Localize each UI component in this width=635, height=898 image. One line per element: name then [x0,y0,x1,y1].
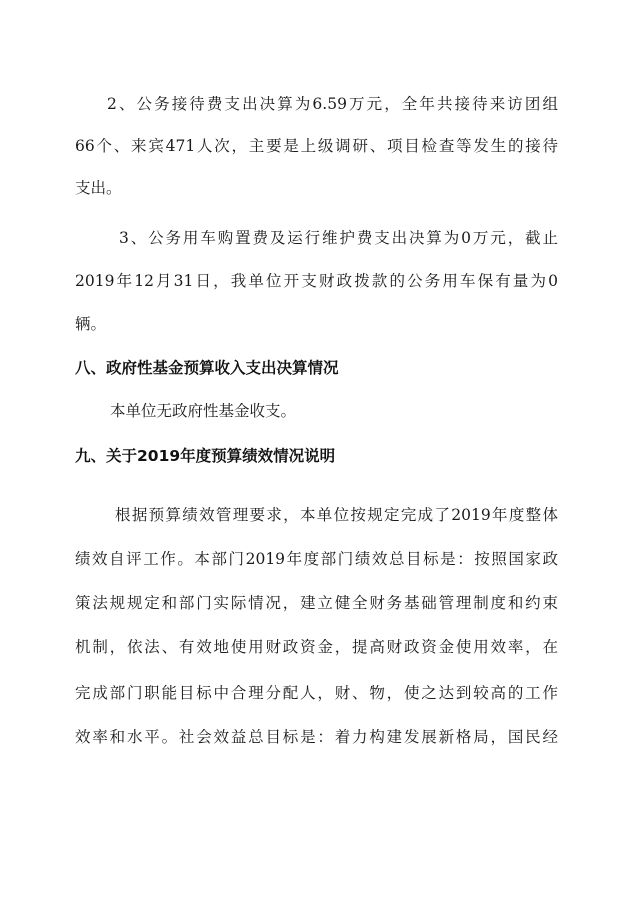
section-8-heading: 八、政府性基金预算收入支出决算情况 [75,359,339,377]
item2-line-1: 2、公务接待费支出决算为6.59万元，全年共接待来访团组 [107,95,558,113]
item2-line-3: 支出。 [75,179,122,197]
section-9-heading: 九、关于2019年度预算绩效情况说明 [75,447,336,465]
item3-line-2: 2019年12月31日，我单位开支财政拨款的公务用车保有量为0 [75,272,558,290]
item3-line-3: 辆。 [75,315,107,333]
section-9-line-4: 机制，依法、有效地使用财政资金，提高财政资金使用效率，在 [75,638,558,656]
section-9-line-6: 效率和水平。社会效益总目标是：着力构建发展新格局，国民经 [75,728,558,746]
section-9-line-2: 绩效自评工作。本部门2019年度部门绩效总目标是：按照国家政 [75,550,558,568]
item2-line-2: 66个、来宾471人次，主要是上级调研、项目检查等发生的接待 [75,137,558,155]
item3-line-1: 3、公务用车购置费及运行维护费支出决算为0万元，截止 [119,229,558,247]
section-9-line-1: 根据预算绩效管理要求，本单位按规定完成了2019年度整体 [115,506,558,524]
section-9-line-3: 策法规规定和部门实际情况，建立健全财务基础管理制度和约束 [75,594,558,612]
section-9-line-5: 完成部门职能目标中合理分配人，财、物，使之达到较高的工作 [75,684,558,702]
section-8-body: 本单位无政府性基金收支。 [110,402,297,420]
